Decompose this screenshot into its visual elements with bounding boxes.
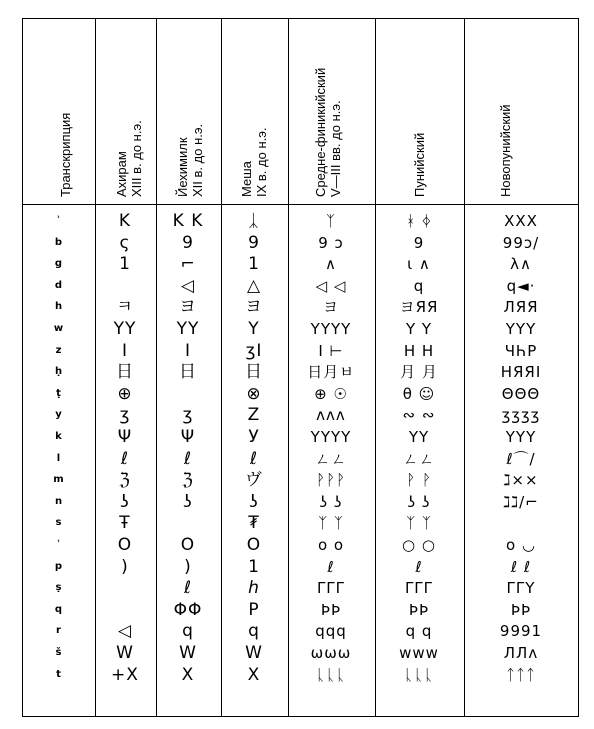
- yehimilk-glyph-cell: ヨ: [179, 297, 197, 318]
- transcription-cell: ʾ: [56, 215, 62, 226]
- ahiram-glyph-cell: ℓ: [120, 448, 130, 469]
- punic-glyph-cell: θ ☺: [402, 384, 436, 403]
- ahiram-glyph-cell: YY: [113, 319, 137, 339]
- transcription-cell: b: [54, 236, 64, 248]
- yehimilk-glyph-cell: 日: [179, 362, 197, 383]
- punic-glyph-cell: ᚳᚳᚳ: [403, 665, 434, 684]
- ahiram-glyph-cell: ℨ: [119, 470, 131, 491]
- middle-glyph-cell: Ι ⊢: [318, 341, 344, 360]
- middle-glyph-cell: ᛉ: [325, 212, 336, 230]
- mesha-glyph-cell: O: [246, 535, 262, 555]
- mesha-glyph-cell: ʖ: [249, 491, 259, 512]
- mesha-glyph-cell: 1: [248, 254, 260, 275]
- yehimilk-glyph-cell: I: [184, 340, 191, 361]
- punic-glyph-cell: ℓ: [415, 557, 423, 576]
- punic-glyph-cell: ʖ ʖ: [407, 492, 431, 511]
- header-label: Средне-финикийский: [313, 67, 328, 197]
- middle-glyph-cell: ΥΥΥΥ: [310, 320, 352, 338]
- yehimilk-glyph-cell: ʒ: [182, 405, 194, 426]
- middle-glyph-cell: ΥΥΥΥ: [310, 428, 352, 446]
- middle-glyph-cell: ᚳᚳᚳ: [315, 665, 346, 684]
- mesha-glyph-cell: ℓ: [249, 448, 259, 469]
- punic-glyph-cell: ΥΥ: [408, 428, 430, 446]
- mesha-glyph-cell: 9: [248, 232, 260, 253]
- ahiram-glyph-cell: ς: [119, 232, 131, 253]
- mesha-glyph-cell: ⊗: [246, 383, 262, 404]
- header-label: Пунийский: [412, 132, 427, 197]
- mesha-glyph-cell: ヴ: [245, 470, 263, 491]
- yehimilk-glyph-cell: ℓ: [183, 578, 193, 599]
- neopunic-glyph-cell: ΥΥΥ: [505, 320, 537, 338]
- neopunic-glyph-cell: ΘΘΘ: [501, 384, 541, 403]
- mesha-glyph-cell: X: [247, 664, 261, 685]
- transcription-cell: z: [55, 344, 63, 356]
- neopunic-glyph-cell: ℷℷ/⌐: [503, 492, 539, 511]
- transcription-cell: ṣ: [55, 582, 63, 594]
- mesha-glyph-cell: 日: [245, 362, 263, 383]
- mesha-glyph-cell: ℎ: [248, 578, 260, 599]
- mesha-glyph-cell: ʒI: [245, 340, 263, 361]
- transcription-cell: š: [55, 647, 63, 658]
- middle-glyph-cell: ◁ ◁: [315, 276, 347, 295]
- yehimilk-glyph-cell: ): [184, 556, 192, 577]
- yehimilk-glyph-cell: K K: [172, 211, 204, 231]
- ahiram-glyph-cell: ⊕: [117, 383, 133, 404]
- neopunic-glyph-cell: q◄·: [506, 276, 536, 295]
- middle-glyph-cell: ϷϷ: [320, 600, 342, 619]
- mesha-glyph-cell: Ζ: [247, 405, 261, 426]
- punic-glyph-cell: ᚹ ᚹ: [406, 471, 432, 490]
- ahiram-glyph-cell: W: [116, 643, 134, 663]
- punic-glyph-cell: ○ ○: [402, 536, 436, 554]
- yehimilk-glyph-cell: ℨ: [182, 470, 194, 491]
- mesha-glyph-cell: Y: [248, 319, 260, 339]
- punic-glyph-cell: ᴡᴡᴡ: [399, 644, 439, 662]
- ahiram-glyph-cell: ◁: [117, 621, 133, 642]
- transcription-cell: m: [53, 474, 65, 486]
- header-ahiram: [114, 120, 144, 197]
- yehimilk-glyph-cell: ⌐: [180, 254, 196, 275]
- ahiram-glyph-cell: 日: [116, 362, 134, 383]
- ahiram-glyph-cell: K: [118, 211, 132, 231]
- neopunic-glyph-cell: ΗЯЯІ: [500, 363, 542, 382]
- transcription-cell: d: [54, 279, 64, 291]
- mesha-glyph-cell: У: [248, 427, 260, 447]
- ahiram-glyph-cell: ㅋ: [116, 297, 134, 318]
- punic-glyph-cell: 9: [413, 233, 425, 252]
- middle-glyph-cell: ᚹᚹᚹ: [315, 471, 346, 490]
- middle-glyph-cell: ΓΓΓ: [316, 579, 346, 598]
- mesha-glyph-cell: △: [246, 275, 262, 296]
- yehimilk-glyph-cell: X: [181, 664, 195, 685]
- punic-glyph-cell: Η Η: [403, 341, 435, 360]
- neopunic-glyph-cell: 9991: [499, 622, 543, 641]
- neopunic-glyph-cell: ᛏᛏᛏ: [505, 665, 536, 684]
- neopunic-glyph-cell: 99ↄ/: [502, 233, 540, 252]
- transcription-cell: ʿ: [56, 539, 62, 550]
- middle-glyph-cell: ㄥㄥ: [314, 449, 347, 468]
- transcription-cell: s: [55, 517, 63, 529]
- middle-glyph-cell: ヨ: [322, 298, 339, 317]
- transcription-cell: l: [56, 452, 62, 464]
- header-date: XII в. до н.э.: [190, 123, 205, 197]
- transcription-cell: w: [53, 323, 65, 334]
- middle-glyph-cell: ωωω: [310, 644, 352, 662]
- ahiram-glyph-cell: O: [117, 535, 133, 555]
- yehimilk-glyph-cell: q: [182, 621, 194, 642]
- transcription-cell: h: [54, 301, 64, 313]
- transcription-cell: p: [54, 560, 64, 572]
- mesha-glyph-cell: ₮: [248, 513, 260, 534]
- header-date: V—III вв. до н.э.: [328, 100, 343, 197]
- header-neopunic: [498, 104, 513, 197]
- yehimilk-glyph-cell: W: [179, 643, 197, 663]
- ahiram-glyph-cell: ʒ: [119, 405, 131, 426]
- transcription-cell: q: [54, 603, 64, 615]
- middle-glyph-cell: ∧: [325, 255, 337, 274]
- transcription-cell: t: [56, 668, 62, 680]
- ahiram-glyph-cell: ): [121, 556, 129, 577]
- punic-glyph-cell: ΓΓΓ: [404, 579, 434, 598]
- punic-glyph-cell: 月 月: [400, 363, 438, 382]
- yehimilk-glyph-cell: YY: [176, 319, 200, 339]
- header-label: Меша: [239, 161, 254, 197]
- header-punic: [412, 133, 427, 197]
- neopunic-glyph-cell: ʒʒʒʒ: [501, 406, 541, 425]
- mesha-glyph-cell: q: [248, 621, 260, 642]
- script-table: [22, 18, 579, 717]
- neopunic-glyph-cell: ϷϷ: [510, 600, 532, 619]
- header-yehimilk: [175, 124, 205, 197]
- mesha-glyph-cell: ヨ: [245, 297, 263, 318]
- punic-glyph-cell: ɩ ∧: [407, 255, 431, 274]
- neopunic-glyph-cell: ЛЯЯ: [503, 298, 539, 317]
- middle-glyph-cell: o o: [317, 536, 345, 554]
- header-mesha: [239, 128, 269, 198]
- transcription-cell: g: [54, 258, 64, 270]
- ahiram-glyph-cell: +X: [111, 664, 139, 685]
- middle-glyph-cell: 日月ㅂ: [307, 363, 355, 382]
- transcription-cell: k: [55, 431, 63, 442]
- header-label: Ахирам: [114, 151, 129, 197]
- header-middle-phoenician: [313, 68, 343, 197]
- transcription-cell: ṭ: [56, 387, 62, 399]
- header-date: XIII в. до н.э.: [129, 120, 144, 197]
- mesha-glyph-cell: Ρ: [248, 599, 260, 620]
- middle-glyph-cell: ᛉ ᛉ: [318, 514, 344, 533]
- header-date: IX в. до н.э.: [254, 127, 269, 197]
- punic-glyph-cell: Υ Υ: [405, 320, 433, 338]
- punic-glyph-cell: ϷϷ: [408, 600, 430, 619]
- transcription-cell: r: [56, 625, 62, 637]
- middle-glyph-cell: ʖ ʖ: [319, 492, 343, 511]
- ahiram-glyph-cell: ʖ: [120, 491, 130, 512]
- middle-glyph-cell: ℓ: [327, 557, 335, 576]
- ahiram-glyph-cell: I: [121, 340, 128, 361]
- punic-glyph-cell: ᛉ ᛉ: [406, 514, 432, 533]
- yehimilk-glyph-cell: ℓ: [183, 448, 193, 469]
- ahiram-glyph-cell: Ŧ: [119, 513, 131, 534]
- neopunic-glyph-cell: ℓ⌒/: [506, 449, 536, 468]
- yehimilk-glyph-cell: Ψ: [180, 427, 196, 447]
- neopunic-glyph-cell: ΥΥΥ: [505, 428, 537, 446]
- neopunic-glyph-cell: ℓ ℓ: [510, 557, 532, 576]
- ahiram-glyph-cell: Ψ: [117, 427, 133, 447]
- middle-glyph-cell: qqq: [315, 622, 347, 641]
- neopunic-glyph-cell: ℷ××: [503, 471, 539, 490]
- punic-glyph-cell: q: [413, 276, 425, 295]
- yehimilk-glyph-cell: ʖ: [183, 491, 193, 512]
- yehimilk-glyph-cell: ΦΦ: [173, 599, 203, 620]
- punic-glyph-cell: ᚼ ᛄ: [406, 212, 432, 230]
- yehimilk-glyph-cell: O: [180, 535, 196, 555]
- neopunic-glyph-cell: ЧҺР: [504, 341, 538, 360]
- mesha-glyph-cell: W: [245, 643, 263, 663]
- neopunic-glyph-cell: ΓΓΥ: [506, 579, 536, 598]
- neopunic-glyph-cell: XXX: [504, 212, 538, 230]
- punic-glyph-cell: ㄥㄥ: [402, 449, 435, 468]
- header-transcription: [58, 113, 73, 197]
- mesha-glyph-cell: ᛣ: [248, 211, 260, 231]
- header-label: Транскрипция: [58, 112, 73, 197]
- transcription-cell: n: [54, 495, 64, 507]
- ahiram-glyph-cell: 1: [119, 254, 131, 275]
- mesha-glyph-cell: 1: [248, 556, 260, 577]
- transcription-cell: y: [55, 409, 63, 421]
- middle-glyph-cell: ᴧᴧᴧ: [316, 406, 346, 425]
- yehimilk-glyph-cell: 9: [182, 232, 194, 253]
- column-divider: [375, 19, 376, 716]
- header-label: Новопунийский: [498, 104, 513, 197]
- yehimilk-glyph-cell: ◁: [180, 275, 196, 296]
- transcription-cell: ḥ: [54, 366, 64, 378]
- punic-glyph-cell: q q: [405, 622, 433, 641]
- neopunic-glyph-cell: λ∧: [510, 255, 532, 274]
- header-label: Йехимилк: [175, 137, 190, 197]
- neopunic-glyph-cell: o ◡: [505, 536, 537, 554]
- column-divider: [464, 19, 465, 716]
- middle-glyph-cell: ⊕ ☉: [314, 384, 348, 403]
- punic-glyph-cell: ∾ ∾: [402, 406, 436, 425]
- header-divider: [23, 204, 578, 205]
- middle-glyph-cell: 9 ↄ: [318, 233, 344, 252]
- neopunic-glyph-cell: ЛЛᴧ: [503, 644, 539, 662]
- punic-glyph-cell: ヨЯЯ: [399, 298, 439, 317]
